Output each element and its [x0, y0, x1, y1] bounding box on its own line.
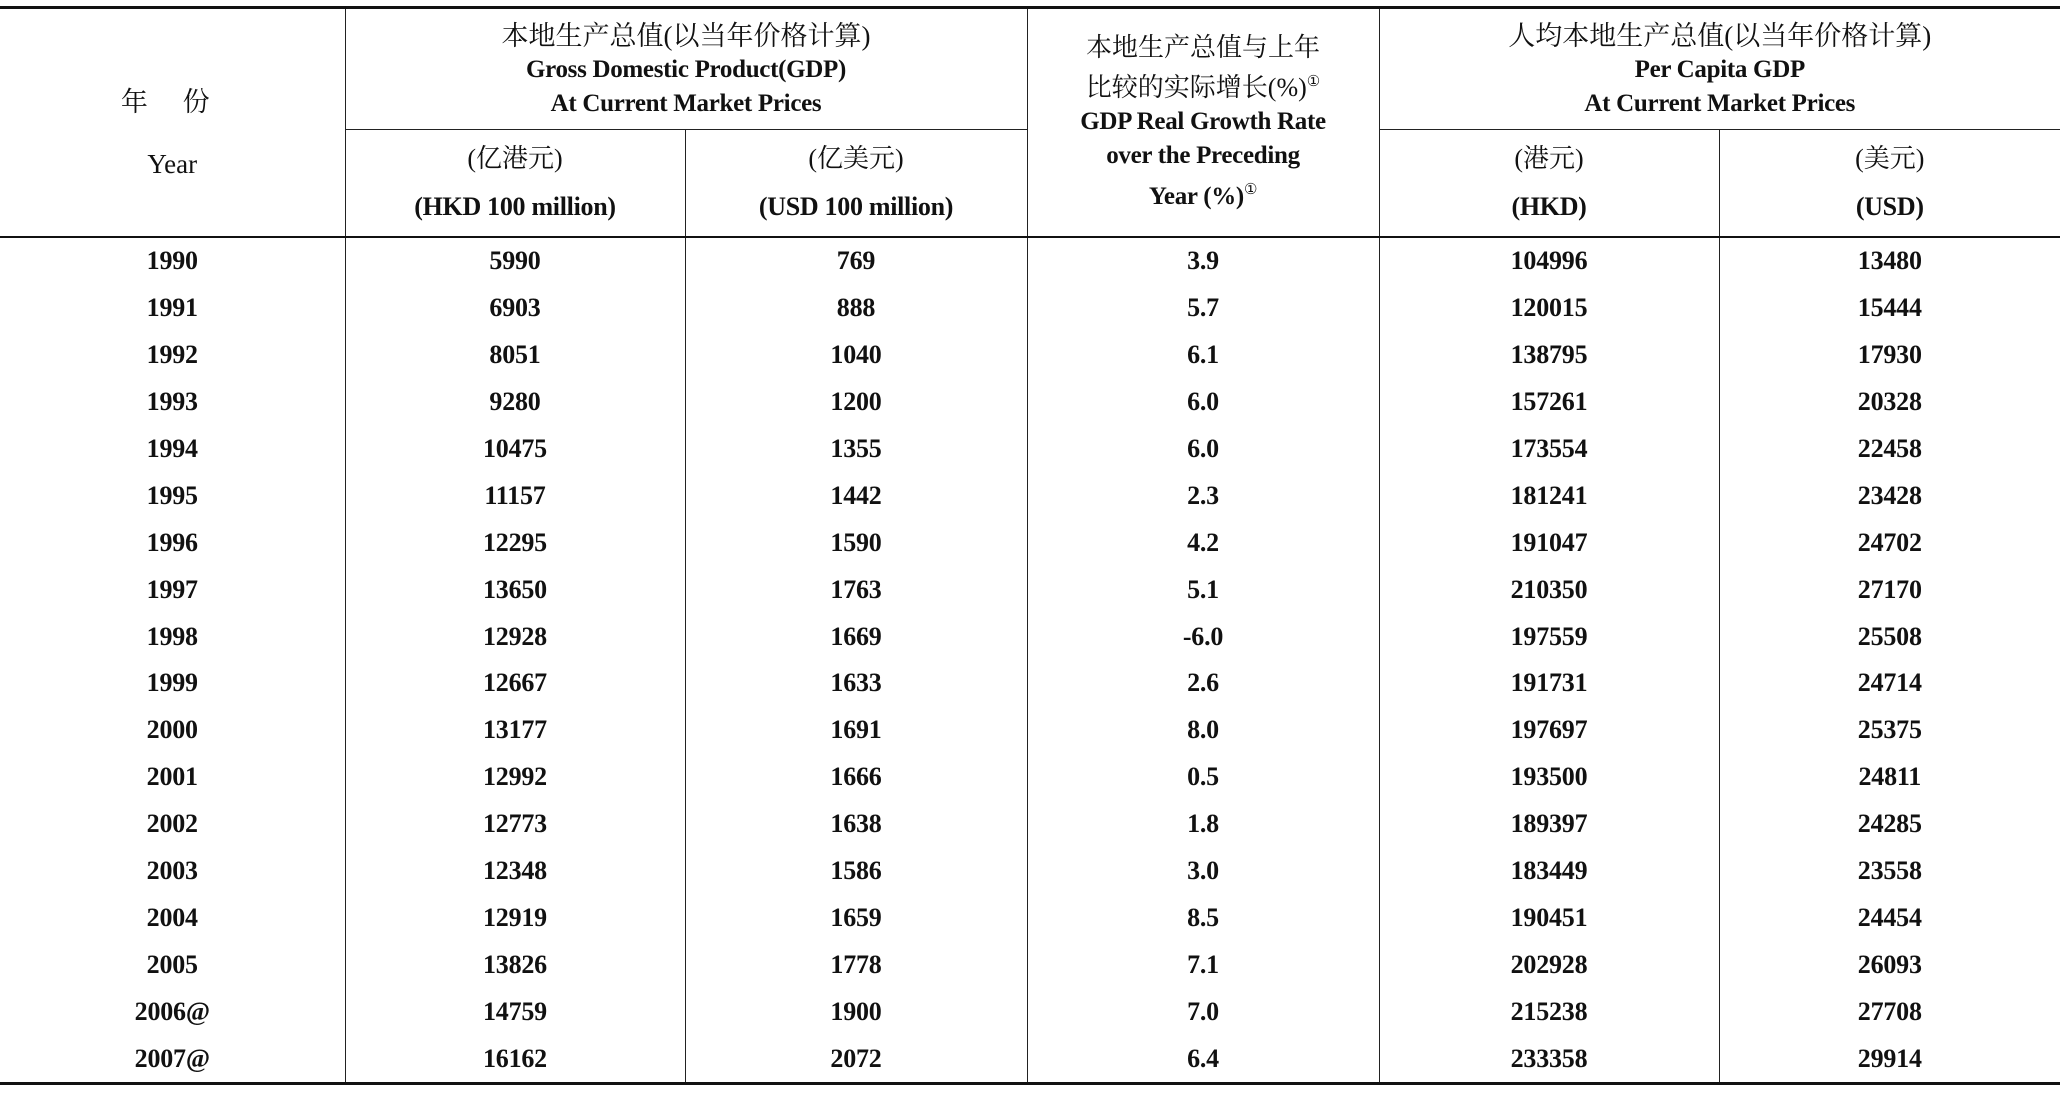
cell-year: 2001 — [146, 762, 198, 792]
cell-gdp-hkd: 12773 — [345, 801, 685, 848]
cell-year: 1998 — [146, 621, 198, 651]
cell-gdp-hkd: 13650 — [345, 566, 685, 613]
cell-pc-usd: 15444 — [1719, 285, 2060, 332]
cell-pc-hkd: 189397 — [1379, 801, 1719, 848]
cell-gdp-usd: 888 — [685, 285, 1027, 332]
cell-year: 2002 — [146, 809, 198, 839]
unit-zh: (港元) — [1514, 144, 1584, 173]
cell-year: 2000 — [146, 715, 198, 745]
cell-growth: 1.8 — [1027, 801, 1379, 848]
unit-zh: (亿美元) — [808, 144, 904, 173]
header-growth-zh-line1: 本地生产总值与上年 — [1086, 33, 1321, 62]
table-row — [0, 801, 2060, 848]
cell-gdp-hkd: 14759 — [345, 988, 685, 1035]
header-year — [0, 8, 345, 238]
cell-pc-hkd: 210350 — [1379, 566, 1719, 613]
table-row — [0, 613, 2060, 660]
header-growth — [1027, 8, 1379, 238]
cell-year: 2005 — [146, 949, 198, 979]
header-gdp-en-line1: Gross Domestic Product(GDP) — [525, 56, 847, 83]
cell-pc-usd: 23558 — [1719, 848, 2060, 895]
table-row — [0, 1035, 2060, 1083]
cell-growth: 5.1 — [1027, 566, 1379, 613]
cell-growth: 3.0 — [1027, 848, 1379, 895]
header-growth-zh-line2: 比较的实际增长(%)① — [1085, 73, 1321, 102]
unit-zh: (亿港元) — [467, 144, 563, 173]
cell-gdp-usd: 1900 — [685, 988, 1027, 1035]
cell-pc-usd: 22458 — [1719, 426, 2060, 473]
cell-year: 2004 — [146, 902, 198, 932]
cell-year: 2007@ — [0, 1035, 345, 1083]
header-per-capita-en-line1: Per Capita GDP — [1634, 56, 1805, 83]
table-row — [0, 754, 2060, 801]
cell-pc-hkd: 181241 — [1379, 472, 1719, 519]
cell-year: 1999 — [146, 668, 198, 698]
header-unit-gdp-hkd — [345, 130, 685, 238]
cell-gdp-hkd: 5990 — [345, 237, 685, 285]
unit-zh: (美元) — [1855, 144, 1925, 173]
cell-pc-usd: 24454 — [1719, 894, 2060, 941]
cell-gdp-usd: 1778 — [685, 941, 1027, 988]
cell-gdp-usd: 1633 — [685, 660, 1027, 707]
header-per-capita-group — [1379, 8, 2060, 130]
cell-pc-usd: 24702 — [1719, 519, 2060, 566]
cell-growth: 8.0 — [1027, 707, 1379, 754]
cell-gdp-usd: 1442 — [685, 472, 1027, 519]
cell-pc-hkd: 197559 — [1379, 613, 1719, 660]
cell-pc-hkd: 173554 — [1379, 426, 1719, 473]
header-year-zh: 年 份 — [120, 86, 224, 117]
cell-gdp-hkd: 10475 — [345, 426, 685, 473]
header-gdp-en-line2: At Current Market Prices — [550, 90, 822, 117]
cell-growth: 2.3 — [1027, 472, 1379, 519]
table-row — [0, 285, 2060, 332]
cell-pc-usd: 23428 — [1719, 472, 2060, 519]
cell-year: 1990 — [146, 246, 198, 276]
unit-en: (HKD) — [1511, 192, 1587, 221]
footnote-mark: ① — [1243, 182, 1258, 198]
cell-year: 1995 — [146, 480, 198, 510]
cell-pc-hkd: 138795 — [1379, 332, 1719, 379]
cell-pc-usd: 24285 — [1719, 801, 2060, 848]
header-gdp-zh: 本地生产总值(以当年价格计算) — [501, 21, 871, 51]
cell-gdp-hkd: 12295 — [345, 519, 685, 566]
cell-gdp-hkd: 9280 — [345, 379, 685, 426]
cell-growth: 6.0 — [1027, 379, 1379, 426]
cell-pc-hkd: 120015 — [1379, 285, 1719, 332]
table-row — [0, 894, 2060, 941]
cell-pc-hkd: 197697 — [1379, 707, 1719, 754]
cell-year: 1994 — [146, 434, 198, 463]
cell-gdp-hkd: 12667 — [345, 660, 685, 707]
cell-pc-hkd: 233358 — [1379, 1035, 1719, 1083]
cell-gdp-hkd: 12928 — [345, 613, 685, 660]
cell-year: 1991 — [146, 293, 198, 323]
cell-growth: 6.0 — [1027, 426, 1379, 473]
cell-pc-usd: 17930 — [1719, 332, 2060, 379]
header-year-en: Year — [147, 148, 198, 179]
table-row — [0, 519, 2060, 566]
cell-gdp-usd: 1355 — [685, 426, 1027, 473]
cell-pc-hkd: 215238 — [1379, 988, 1719, 1035]
cell-gdp-hkd: 13177 — [345, 707, 685, 754]
table-header — [0, 8, 2060, 238]
cell-gdp-hkd: 8051 — [345, 332, 685, 379]
unit-en: (USD 100 million) — [758, 192, 954, 221]
cell-year: 1996 — [146, 527, 198, 557]
cell-growth: 4.2 — [1027, 519, 1379, 566]
cell-pc-hkd: 191047 — [1379, 519, 1719, 566]
cell-gdp-usd: 769 — [685, 237, 1027, 285]
cell-growth: 6.4 — [1027, 1035, 1379, 1083]
table-row — [0, 332, 2060, 379]
table-row — [0, 237, 2060, 285]
table-row — [0, 660, 2060, 707]
cell-gdp-hkd: 11157 — [345, 472, 685, 519]
table-row — [0, 379, 2060, 426]
table-row — [0, 988, 2060, 1035]
cell-growth: 7.0 — [1027, 988, 1379, 1035]
gdp-table — [0, 6, 2060, 1085]
cell-pc-usd: 25375 — [1719, 707, 2060, 754]
cell-growth: 3.9 — [1027, 237, 1379, 285]
cell-gdp-usd: 2072 — [685, 1035, 1027, 1083]
cell-pc-usd: 27708 — [1719, 988, 2060, 1035]
cell-gdp-hkd: 13826 — [345, 941, 685, 988]
cell-gdp-usd: 1590 — [685, 519, 1027, 566]
cell-gdp-usd: 1659 — [685, 894, 1027, 941]
table-row — [0, 848, 2060, 895]
header-gdp-group — [345, 8, 1027, 130]
header-growth-en-line2: over the Preceding — [1106, 142, 1300, 169]
header-growth-en-line3: Year (%)① — [1148, 182, 1258, 210]
cell-pc-usd: 25508 — [1719, 613, 2060, 660]
cell-pc-usd: 27170 — [1719, 566, 2060, 613]
header-per-capita-en-line2: At Current Market Prices — [1584, 90, 1856, 117]
header-unit-gdp-usd — [685, 130, 1027, 238]
cell-gdp-hkd: 12348 — [345, 848, 685, 895]
cell-growth: 2.6 — [1027, 660, 1379, 707]
header-unit-pc-hkd — [1379, 130, 1719, 238]
table-body — [0, 237, 2060, 1084]
cell-gdp-usd: 1669 — [685, 613, 1027, 660]
cell-pc-usd: 26093 — [1719, 941, 2060, 988]
cell-gdp-usd: 1638 — [685, 801, 1027, 848]
cell-pc-hkd: 190451 — [1379, 894, 1719, 941]
cell-year: 1997 — [146, 574, 198, 604]
cell-pc-usd: 13480 — [1719, 237, 2060, 285]
cell-gdp-hkd: 12919 — [345, 894, 685, 941]
cell-pc-hkd: 191731 — [1379, 660, 1719, 707]
cell-year: 1992 — [146, 340, 198, 370]
cell-gdp-usd: 1040 — [685, 332, 1027, 379]
cell-pc-usd: 20328 — [1719, 379, 2060, 426]
cell-gdp-usd: 1666 — [685, 754, 1027, 801]
header-per-capita-zh: 人均本地生产总值(以当年价格计算) — [1508, 21, 1932, 51]
table-row — [0, 566, 2060, 613]
cell-pc-hkd: 183449 — [1379, 848, 1719, 895]
cell-growth: 6.1 — [1027, 332, 1379, 379]
cell-year: 1993 — [146, 387, 198, 417]
cell-pc-usd: 24811 — [1719, 754, 2060, 801]
cell-growth: -6.0 — [1027, 613, 1379, 660]
cell-growth: 0.5 — [1027, 754, 1379, 801]
cell-pc-usd: 29914 — [1719, 1035, 2060, 1083]
table-row — [0, 941, 2060, 988]
cell-pc-hkd: 157261 — [1379, 379, 1719, 426]
cell-year: 2006@ — [134, 996, 210, 1026]
cell-gdp-hkd: 16162 — [345, 1035, 685, 1083]
cell-gdp-usd: 1586 — [685, 848, 1027, 895]
cell-growth: 5.7 — [1027, 285, 1379, 332]
cell-year: 2003 — [146, 856, 198, 886]
cell-pc-usd: 24714 — [1719, 660, 2060, 707]
table-row — [0, 472, 2060, 519]
footnote-mark: ① — [1306, 74, 1321, 90]
table-row — [0, 426, 2060, 473]
cell-gdp-usd: 1763 — [685, 566, 1027, 613]
cell-growth: 7.1 — [1027, 941, 1379, 988]
cell-pc-hkd: 202928 — [1379, 941, 1719, 988]
header-growth-en-line1: GDP Real Growth Rate — [1080, 108, 1326, 135]
cell-gdp-hkd: 6903 — [345, 285, 685, 332]
cell-gdp-hkd: 12992 — [345, 754, 685, 801]
cell-gdp-usd: 1200 — [685, 379, 1027, 426]
cell-growth: 8.5 — [1027, 894, 1379, 941]
cell-gdp-usd: 1691 — [685, 707, 1027, 754]
table-row — [0, 707, 2060, 754]
unit-en: (HKD 100 million) — [414, 192, 616, 221]
unit-en: (USD) — [1855, 192, 1924, 221]
cell-pc-hkd: 193500 — [1379, 754, 1719, 801]
header-unit-pc-usd — [1719, 130, 2060, 238]
cell-pc-hkd: 104996 — [1379, 237, 1719, 285]
